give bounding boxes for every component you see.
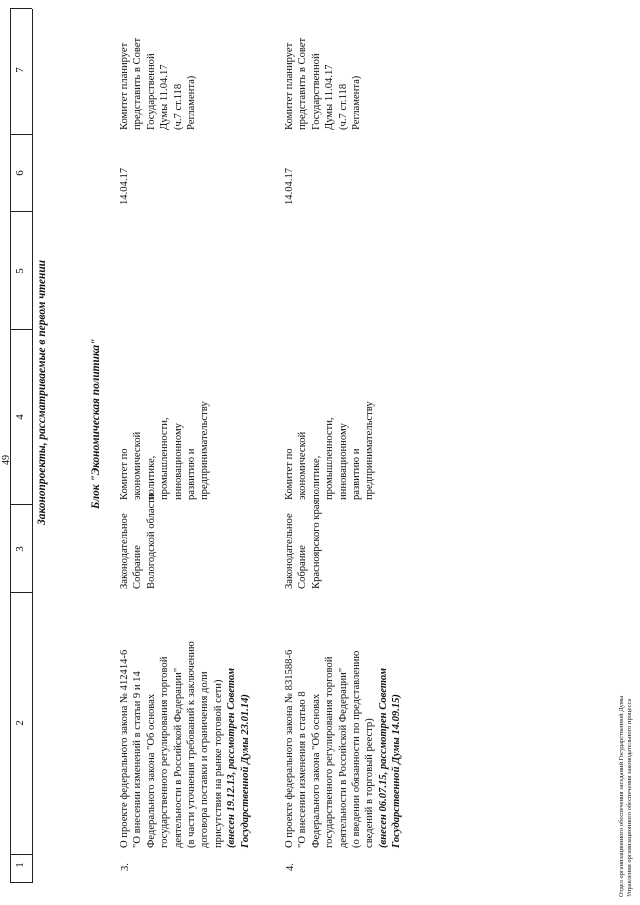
notes-line: Думы 11.04.17	[324, 64, 336, 130]
initiator-line: Собрание	[132, 545, 144, 589]
bill-status-line: Государственной Думы 23.01.14)	[239, 694, 251, 848]
committee-line: промышленности,	[159, 417, 171, 500]
header-divider	[10, 882, 32, 883]
block-title: Блок "Экономическая политика"	[90, 338, 102, 509]
bill-line: деятельности в Российской Федерации"	[337, 667, 349, 848]
row-3-initiator	[118, 493, 158, 589]
committee-line: Комитет по	[284, 448, 295, 500]
row-number: 4.	[285, 863, 296, 871]
notes-line: Комитет планирует	[119, 42, 130, 130]
page-footer	[618, 696, 634, 897]
committee-line: политике,	[145, 455, 157, 500]
header-divider	[10, 592, 32, 593]
bill-status-line: (внесен 19.12.13, рассмотрен Советом	[226, 667, 238, 848]
table-header-bottom-border	[32, 9, 33, 883]
bill-status-line: (внесен 06.07.15, рассмотрен Советом	[377, 667, 389, 848]
bill-line: Федерального закона "Об основах	[310, 693, 322, 848]
committee-line: Комитет по	[119, 448, 130, 500]
header-divider	[10, 211, 32, 212]
bill-status-line: Государственной Думы 14.09.15)	[391, 694, 403, 848]
row-4-notes	[283, 38, 363, 130]
bill-line: (о введении обязанности по представлению	[351, 650, 363, 848]
row-number: 3.	[120, 863, 131, 871]
bill-line: "О внесении изменений в статьи 9 и 14	[132, 671, 144, 848]
committee-line: предпринимательству	[199, 401, 211, 500]
bill-line: государственного регулирования торговой	[324, 656, 336, 848]
bill-line: (в части уточнения требований к заключению	[186, 641, 198, 848]
committee-line: экономической	[132, 431, 144, 500]
table-top-border	[10, 9, 11, 883]
row-3-notes	[118, 38, 198, 130]
initiator-line: Собрание	[297, 545, 309, 589]
column-number: 4	[14, 414, 26, 420]
row-4-bill-description	[283, 650, 404, 848]
notes-line: (ч.7 ст.118	[337, 83, 349, 130]
bill-line: Федерального закона "Об основах	[145, 693, 157, 848]
bill-line: "О внесении изменения в статью 8	[297, 691, 309, 848]
row-3-bill-description	[118, 641, 252, 848]
initiator-line: Законодательное	[119, 513, 130, 589]
bill-line: деятельности в Российской Федерации"	[172, 667, 184, 848]
initiator-line: Красноярского края	[310, 499, 322, 589]
committee-line: развитию и	[186, 448, 198, 500]
committee-line: развитию и	[351, 448, 363, 500]
bill-line: государственного регулирования торговой	[159, 656, 171, 848]
bill-line: О проекте федерального закона № 412414-6	[119, 649, 130, 848]
bill-line: сведений в торговый реестр)	[364, 718, 376, 848]
committee-line: политике,	[310, 455, 322, 500]
notes-line: Регламента)	[351, 75, 363, 130]
header-divider	[10, 8, 32, 9]
bill-line: О проекте федерального закона № 831588-6	[284, 649, 295, 848]
row-3-committee	[118, 401, 212, 500]
header-divider	[10, 329, 32, 330]
footer-line: Отдел организационного обеспечения заседаний Государственной Думы	[618, 695, 625, 897]
column-number: 1	[14, 862, 26, 868]
notes-line: представить в Совет	[132, 37, 144, 130]
column-number: 6	[14, 170, 26, 176]
notes-line: Государственной	[145, 53, 157, 130]
section-title: Законопроекты, рассматриваемые в первом чтении	[36, 260, 48, 525]
column-number: 7	[14, 67, 26, 73]
column-number: 2	[14, 720, 26, 726]
row-4-date: 14.04.17	[284, 167, 295, 205]
committee-line: инновационному	[337, 423, 349, 500]
initiator-line: Вологодской области	[145, 493, 157, 589]
notes-line: Комитет планирует	[284, 42, 295, 130]
committee-line: экономической	[297, 431, 309, 500]
row-3-date: 14.04.17	[119, 167, 130, 205]
column-number: 3	[14, 546, 26, 552]
notes-line: (ч.7 ст.118	[172, 83, 184, 130]
footer-line: Управления организационного обеспечения законодательного процесса	[626, 698, 633, 897]
row-4-initiator	[283, 500, 323, 589]
committee-line: инновационному	[172, 423, 184, 500]
initiator-line: Законодательное	[284, 513, 295, 589]
committee-line: промышленности,	[324, 417, 336, 500]
row-4-committee	[283, 401, 377, 500]
column-number: 5	[14, 268, 26, 274]
header-divider	[10, 134, 32, 135]
bill-line: присутствия на рынке торговой сети)	[212, 679, 224, 848]
bill-line: договора поставки и ограничения доли	[199, 671, 211, 848]
notes-line: Регламента)	[186, 75, 198, 130]
committee-line: предпринимательству	[364, 401, 376, 500]
notes-line: Думы 11.04.17	[159, 64, 171, 130]
notes-line: представить в Совет	[297, 37, 309, 130]
notes-line: Государственной	[310, 53, 322, 130]
page-number: 49	[1, 455, 12, 465]
header-divider	[10, 504, 32, 505]
